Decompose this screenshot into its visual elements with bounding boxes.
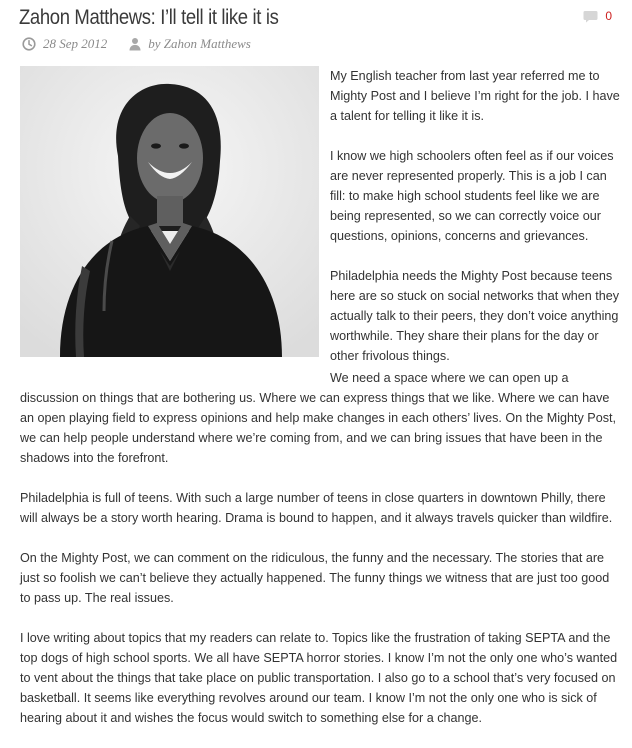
speech-bubble-icon [583, 10, 598, 23]
clock-icon [22, 37, 36, 51]
post-author [129, 36, 251, 52]
post-meta [22, 36, 251, 52]
intro-paragraph: Philadelphia needs the Mighty Post because teens here are so stuck on social networks that when they actually talk to their peers, they don’t voice anything worthwhile. They share their plans for the day or other frivolous things. [330, 269, 620, 363]
post-date-text: 28 Sep 2012 [43, 36, 108, 51]
article-body [20, 368, 620, 748]
person-icon [129, 37, 141, 51]
comment-count: 0 [605, 9, 612, 23]
body-paragraph: We need a space where we can open up a discussion on things that are bothering us. Where we can express things that we like. Where we can have an open playing field to express opinions and help make changes in each others’ lives. On the Mighty Post, we can help people understand where we’re coming from, and we can bring issues that have been in the shadows into the forefront. [20, 371, 616, 465]
body-paragraph: On the Mighty Post, we can comment on the ridiculous, the funny and the necessary. The stories that are just so foolish we can’t believe they actually happened. The funny things we witness that are just too good to pass up. The real issues. [20, 551, 610, 605]
author-photo [20, 66, 319, 357]
post-date [22, 36, 107, 52]
post-title[interactable]: Zahon Matthews: I’ll tell it like it is [19, 6, 279, 29]
post-author-text[interactable]: by Zahon Matthews [148, 36, 251, 51]
article-intro [330, 66, 620, 386]
body-paragraph: I love writing about topics that my readers can relate to. Topics like the frustration of taking SEPTA and the top dogs of high school sports. We all have SEPTA horror stories. I know I’m not the only one who’s wanted to vent about the things that take place on public transportation. I also go to a school that’s very focused on basketball. It seems like everything revolves around our team. I know I’m not the only one who is sick of hearing about it and wishes the focus would switch to something else for a change. [20, 631, 618, 725]
comment-count-link[interactable] [583, 9, 612, 23]
intro-paragraph: My English teacher from last year referred me to Mighty Post and I believe I’m right for the job. I have a talent for telling it like it is. [330, 69, 620, 123]
intro-paragraph: I know we high schoolers often feel as if our voices are never represented properly. This is a job I can fill: to make high school students feel like we are being represented, so we can correctly voice our questions, opinions, concerns and grievances. [330, 149, 614, 243]
post-header [19, 4, 612, 34]
body-paragraph: Philadelphia is full of teens. With such a large number of teens in close quarters in downtown Philly, there will always be a story worth hearing. Drama is bound to happen, and it always travels quicker than wildfire. [20, 491, 613, 525]
